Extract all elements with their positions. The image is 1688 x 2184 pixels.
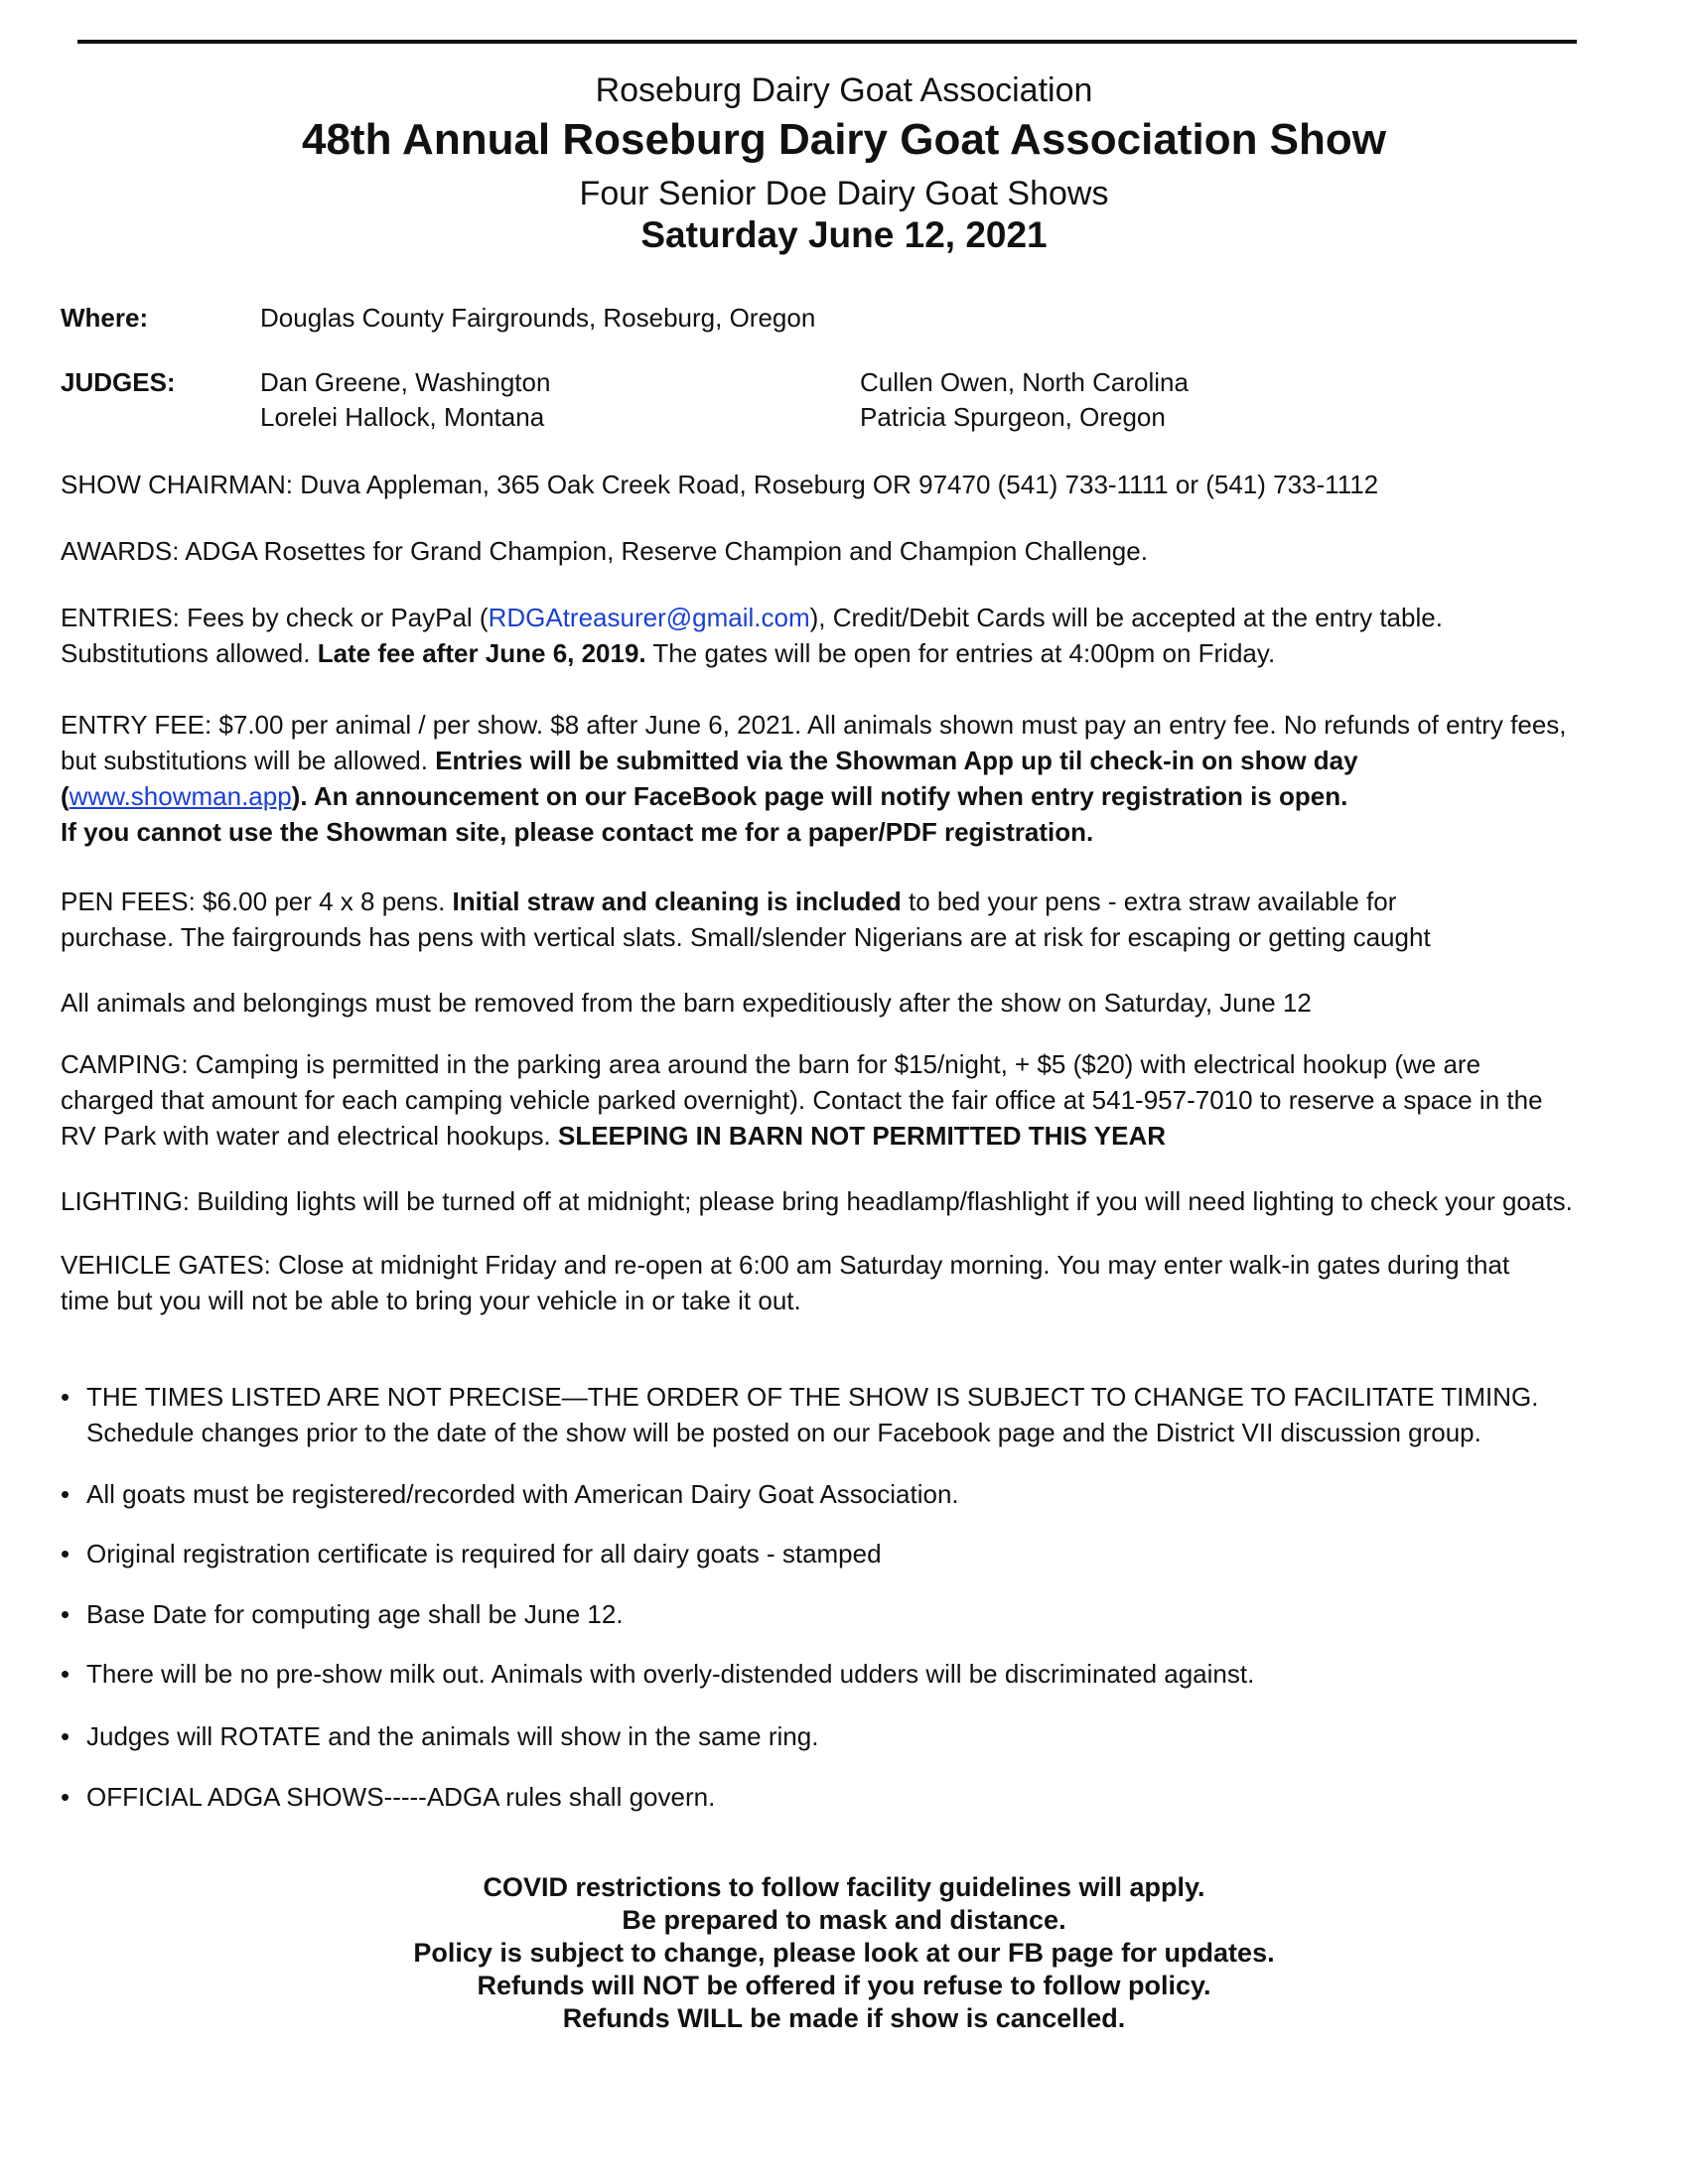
show-chairman: SHOW CHAIRMAN: Duva Appleman, 365 Oak Creek Road, Roseburg OR 97470 (541) 733-1111 or (541) 733-1112 [61,470,1379,499]
late-fee-notice: Late fee after June 6, 2019. [317,638,646,668]
camping-text: CAMPING: Camping is permitted in the parking area around the barn for $15/night, + $5 ($20) with electrical hookup (we are [61,1049,1481,1079]
entries-text: The gates will be open for entries at 4:00pm on Friday. [645,638,1276,668]
covid-line: Refunds will NOT be offered if you refuse to follow policy. [477,1971,1211,2000]
judge-name: Dan Greene, Washington [260,367,551,397]
no-sleeping-notice: SLEEPING IN BARN NOT PERMITTED THIS YEAR [557,1121,1166,1151]
camping-section [61,1046,1610,1154]
list-item [61,1379,1629,1450]
pen-fees-section [61,884,1610,955]
list-item [61,1596,1629,1632]
organization-name: Roseburg Dairy Goat Association [595,71,1093,109]
camping-text: RV Park with water and electrical hookups. [61,1121,558,1151]
vehicle-gates-text: time but you will not be able to bring your vehicle in or take it out. [61,1286,801,1315]
vehicle-gates-text: VEHICLE GATES: Close at midnight Friday and re-open at 6:00 am Saturday morning. You may enter walk-in gates during that [61,1250,1510,1280]
bullet-icon: • [61,1721,70,1751]
lighting-notice: LIGHTING: Building lights will be turned off at midnight; please bring headlamp/flashlight if you will need lighting to check your goats. [61,1186,1573,1216]
list-item-text: Original registration certificate is required for all dairy goats - stamped [86,1539,882,1569]
removal-notice: All animals and belongings must be removed from the barn expeditiously after the show on Saturday, June 12 [61,988,1312,1018]
list-item [61,1476,1629,1512]
list-item-text: Schedule changes prior to the date of the show will be posted on our Facebook page and the District VII discussion group. [86,1418,1481,1447]
bullet-icon: • [61,1782,70,1812]
top-rule [77,40,1577,44]
list-item [61,1718,1629,1754]
pen-fees-text: PEN FEES: $6.00 per 4 x 8 pens. [61,887,453,916]
vehicle-gates-section [61,1247,1610,1318]
list-item-text: OFFICIAL ADGA SHOWS-----ADGA rules shall govern. [86,1782,716,1812]
list-item-text: Base Date for computing age shall be June 12. [86,1599,624,1629]
show-subtitle: Four Senior Doe Dairy Goat Shows [579,175,1109,212]
judge-name: Patricia Spurgeon, Oregon [860,402,1166,432]
facebook-announcement: ). An announcement on our FaceBook page will notify when entry registration is open. [291,781,1348,811]
treasurer-email-link[interactable]: RDGAtreasurer@gmail.com [488,603,810,632]
judges-label: JUDGES: [61,367,176,397]
covid-line: Be prepared to mask and distance. [622,1905,1066,1935]
where-label: Where: [61,303,149,333]
bullet-icon: • [61,1382,70,1412]
awards: AWARDS: ADGA Rosettes for Grand Champion, Reserve Champion and Champion Challenge. [61,536,1148,566]
covid-line: Policy is subject to change, please look at our FB page for updates. [413,1938,1275,1968]
where-value: Douglas County Fairgrounds, Roseburg, Oregon [260,303,816,333]
list-item-text: All goats must be registered/recorded with American Dairy Goat Association. [86,1479,959,1509]
entries-text: ), Credit/Debit Cards will be accepted at the entry table. [809,603,1443,632]
paper-registration-notice: If you cannot use the Showman site, please contact me for a paper/PDF registration. [61,817,1094,847]
judge-name: Cullen Owen, North Carolina [860,367,1189,397]
show-title: 48th Annual Roseburg Dairy Goat Association Show [301,115,1386,164]
list-item-text: THE TIMES LISTED ARE NOT PRECISE—THE ORDER OF THE SHOW IS SUBJECT TO CHANGE TO FACILITATE TIMING. [86,1382,1539,1412]
showman-app-link[interactable]: www.showman.app [69,781,292,811]
entries-text: Substitutions allowed. [61,638,318,668]
bullet-icon: • [61,1599,70,1629]
list-item [61,1779,1629,1815]
bullet-icon: • [61,1479,70,1509]
camping-text: charged that amount for each camping vehicle parked overnight). Contact the fair office at 541-957-7010 to reserve a space in the [61,1085,1543,1115]
list-item [61,1656,1629,1692]
judge-name: Lorelei Hallock, Montana [260,402,545,432]
entry-fee-section [61,707,1610,850]
covid-line: COVID restrictions to follow facility guidelines will apply. [483,1872,1205,1902]
showman-app-notice: Entries will be submitted via the Showman App up til check-in on show day [435,746,1358,775]
list-item [61,1536,1629,1571]
entry-fee-text: but substitutions will be allowed. [61,746,436,775]
pen-fees-text: to bed your pens - extra straw available for [901,887,1397,916]
show-date: Saturday June 12, 2021 [640,214,1048,255]
entries-text: ENTRIES: Fees by check or PayPal ( [61,603,489,632]
entries-section [61,600,1610,671]
bullet-icon: • [61,1659,70,1689]
list-item-text: Judges will ROTATE and the animals will show in the same ring. [86,1721,819,1751]
list-item-text: There will be no pre-show milk out. Animals with overly-distended udders will be discriminated against. [86,1659,1255,1689]
entry-fee-text: ( [61,781,70,811]
bullet-icon: • [61,1539,70,1569]
straw-included-notice: Initial straw and cleaning is included [452,887,902,916]
covid-line: Refunds WILL be made if show is cancelled. [562,2003,1126,2033]
pen-fees-text: purchase. The fairgrounds has pens with vertical slats. Small/slender Nigerians are at risk for escaping or getting caught [61,922,1431,952]
entry-fee-text: ENTRY FEE: $7.00 per animal / per show. $8 after June 6, 2021. All animals shown must pay an entry fee. No refunds of entry fees, [61,710,1567,740]
